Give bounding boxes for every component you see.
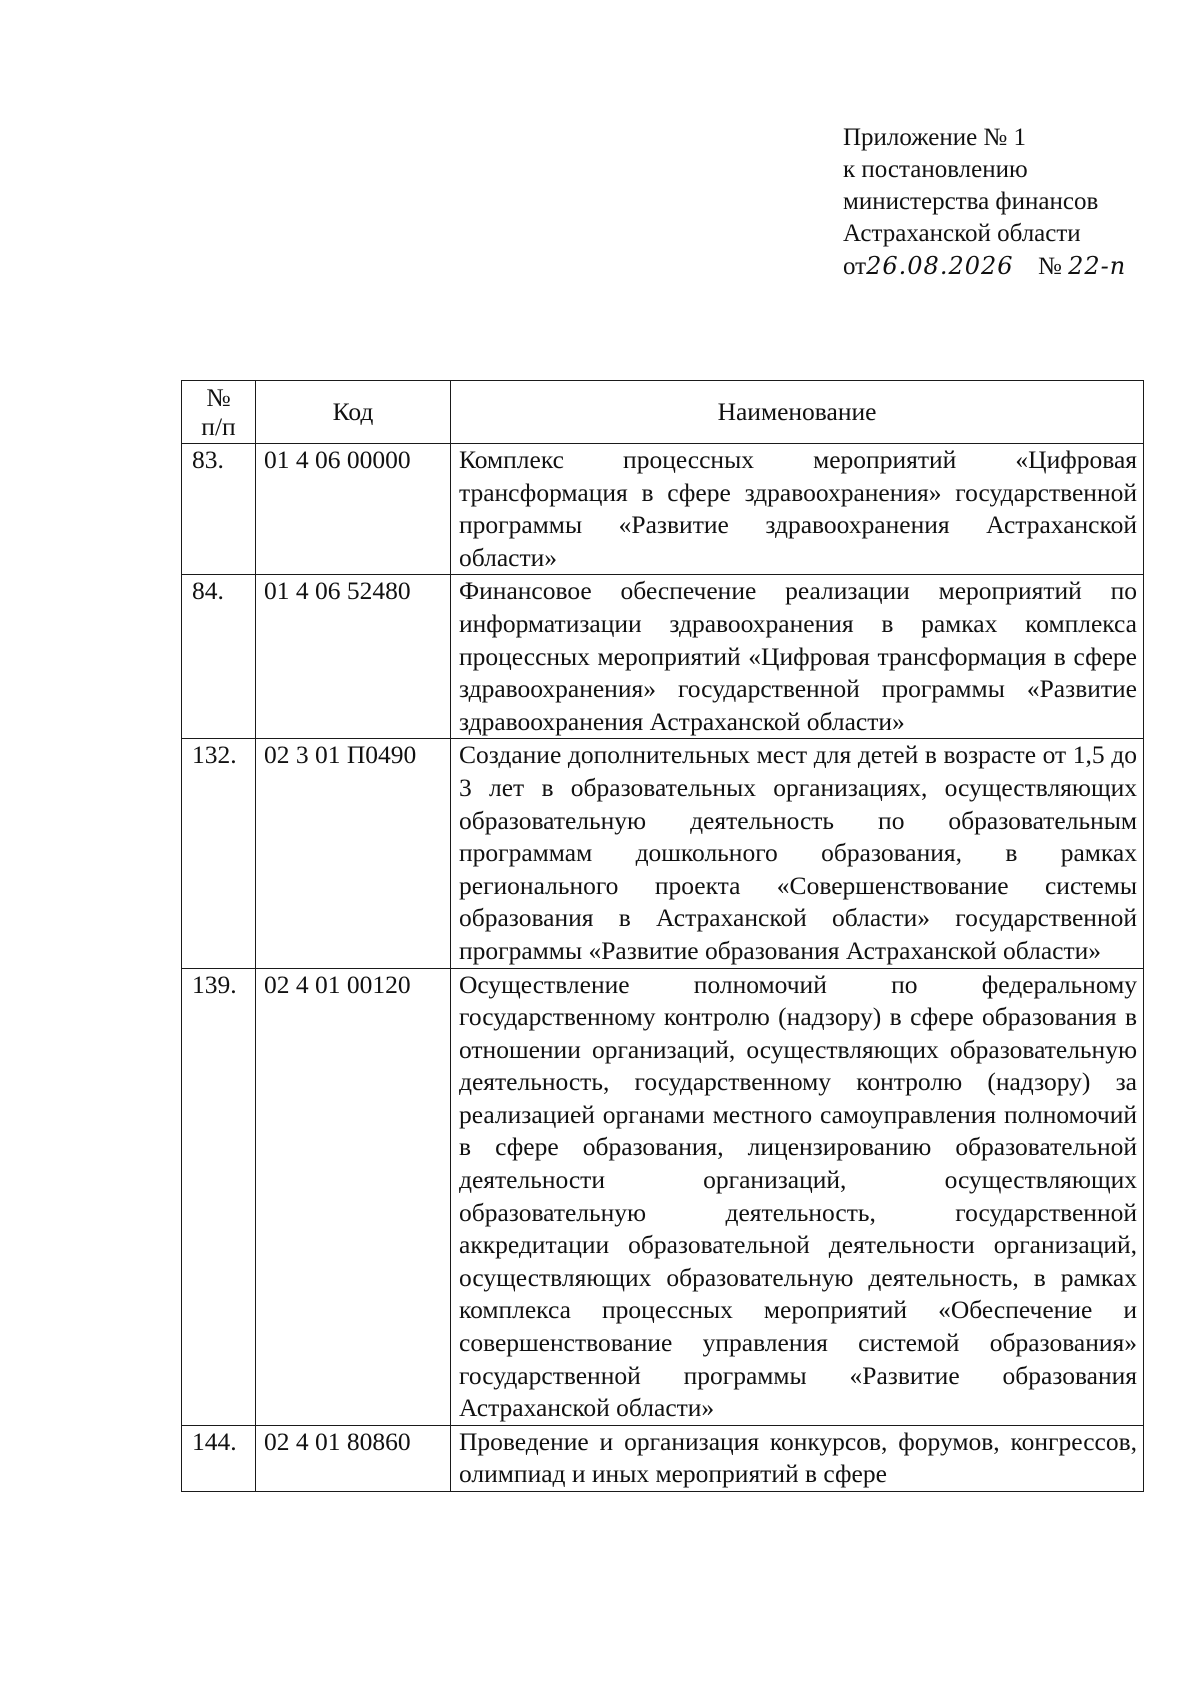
table-row: [182, 1425, 1144, 1491]
row-code: 01 4 06 52480: [256, 575, 451, 739]
appendix-line-ministry: министерства финансов: [843, 188, 1099, 215]
column-header-number: [182, 381, 256, 444]
table-header-row: [182, 381, 1144, 444]
date-prefix: от: [843, 253, 867, 280]
table-row: [182, 575, 1144, 739]
table-row: [182, 968, 1144, 1425]
appendix-line-region: Астраханской области: [843, 220, 1081, 247]
row-code: 02 4 01 80860: [256, 1425, 451, 1491]
number-prefix: №: [1038, 253, 1062, 280]
row-code: 02 4 01 00120: [256, 968, 451, 1425]
row-code: 01 4 06 00000: [256, 444, 451, 575]
row-name: Проведение и организация конкурсов, форумов, конгрессов, олимпиад и иных мероприятий в сфере: [451, 1425, 1144, 1491]
row-number: 83.: [182, 444, 256, 575]
row-number: 144.: [182, 1425, 256, 1491]
appendix-title: Приложение № 1: [843, 124, 1027, 151]
appendix-header: [843, 122, 1173, 283]
handwritten-number: 22-п: [1068, 252, 1127, 280]
column-header-name: Наименование: [451, 381, 1144, 444]
row-number: 139.: [182, 968, 256, 1425]
table-row: [182, 444, 1144, 575]
column-header-code: Код: [256, 381, 451, 444]
codes-table: [181, 380, 1144, 1492]
row-number: 132.: [182, 739, 256, 968]
column-header-number-abbr: п/п: [201, 412, 236, 441]
column-header-number-symbol: №: [206, 383, 231, 412]
appendix-line-resolution: к постановлению: [843, 156, 1028, 183]
handwritten-date: 26.08.2026: [866, 252, 1014, 280]
row-name: Осуществление полномочий по федеральному государственному контролю (надзору) в сфере образования в отношении организаций, осуществляющих образовательную деятельность, государственному контролю (надзору) за реализацией органами местного самоуправления полномочий в сфере образования, лицензированию образовательной деятельности организаций, осуществляющих образовательную деятельность, государственной аккредитации образовательной деятельности организаций, осуществляющих образовательную деятельность, в рамках комплекса процессных мероприятий «Обеспечение и совершенствование управления системой образования» государственной программы «Развитие образования Астраханской области»: [451, 968, 1144, 1425]
row-name: Создание дополнительных мест для детей в возрасте от 1,5 до 3 лет в образовательных организациях, осуществляющих образовательную деятельность по образовательным программам дошкольного образования, в рамках регионального проекта «Совершенствование системы образования в Астраханской области» государственной программы «Развитие образования Астраханской области»: [451, 739, 1144, 968]
table-row: [182, 739, 1144, 968]
row-name: Финансовое обеспечение реализации мероприятий по информатизации здравоохранения в рамках комплекса процессных мероприятий «Цифровая трансформация в сфере здравоохранения» государственной программы «Развитие здравоохранения Астраханской области»: [451, 575, 1144, 739]
row-code: 02 3 01 П0490: [256, 739, 451, 968]
row-name: Комплекс процессных мероприятий «Цифровая трансформация в сфере здравоохранения» государственной программы «Развитие здравоохранения Астраханской области»: [451, 444, 1144, 575]
row-number: 84.: [182, 575, 256, 739]
appendix-date-line: [843, 250, 1173, 283]
